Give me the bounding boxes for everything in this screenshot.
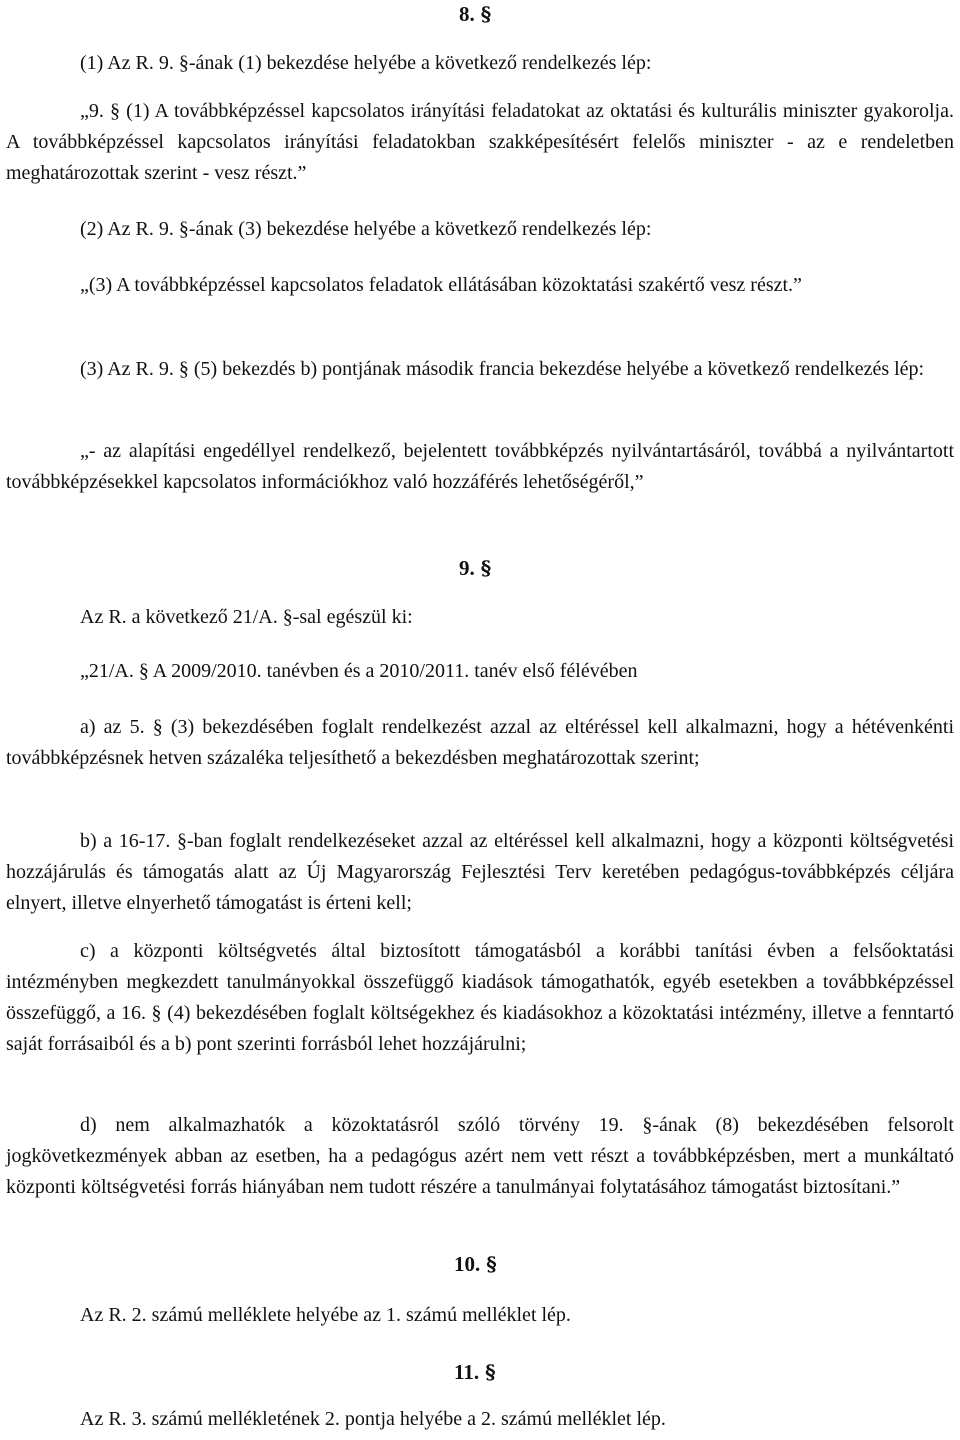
- s11-text: Az R. 3. számú mellékletének 2. pontja helyébe a 2. számú melléklet lép.: [80, 1408, 666, 1430]
- s10-text: Az R. 2. számú melléklete helyébe az 1. számú melléklet lép.: [80, 1304, 571, 1326]
- s8-paragraph-3-text: „- az alapítási engedéllyel rendelkező, bejelentett továbbképzés nyilvántartásáról, továbbá a nyilvántartott továbbképzésekkel kapcsolatos információkhoz való hozzáférés lehetőségéről,”: [6, 440, 954, 493]
- section-number: 8.: [459, 2, 475, 26]
- s9-intro: Az R. a következő 21/A. §-sal egészül ki:: [80, 606, 413, 628]
- section-number: 11.: [454, 1360, 480, 1384]
- section-sign: §: [480, 556, 492, 580]
- s8-paragraph-2-text: „(3) A továbbképzéssel kapcsolatos feladatok ellátásában közoktatási szakértő vesz részt.”: [80, 274, 802, 296]
- s8-paragraph-2-intro: (2) Az R. 9. §-ának (3) bekezdése helyébe a következő rendelkezés lép:: [80, 218, 652, 240]
- s9-point-c: c) a központi költségvetés által biztosított támogatásból a korábbi tanítási évben a felsőoktatási intézményben megkezdett tanulmányokkal összefüggő kiadások támogathatók, egyéb esetekben a továbbképzéssel összefüggő, a 16. § (4) bekezdésében foglalt költségekhez és kiadásokhoz a közoktatási intézmény, illetve a fenntartó saját forrásaiból és a b) pont szerinti forrásból lehet hozzájárulni;: [6, 940, 954, 1055]
- s8-paragraph-1-text: „9. § (1) A továbbképzéssel kapcsolatos irányítási feladatokat az oktatási és kulturális miniszter gyakorolja. A továbbképzéssel kapcsolatos irányítási feladatokban szakképesítésért felelős miniszter - az e rendeletben meghatározottak szerint - vesz részt.”: [6, 100, 954, 184]
- s9-point-d: d) nem alkalmazhatók a közoktatásról szóló törvény 19. §-ának (8) bekezdésében felsorolt jogkövetkezmények abban az esetben, ha a pedagógus azért nem vett részt a továbbképzésben, mert a munkáltató központi költségvetési forrás hiányában nem tudott részére a tanulmányai folytatásához támogatást biztosítani.”: [6, 1114, 954, 1198]
- section-heading-9: [459, 556, 491, 581]
- s8-paragraph-3-intro: (3) Az R. 9. § (5) bekezdés b) pontjának második francia bekezdése helyébe a következő rendelkezés lép:: [80, 358, 925, 380]
- s9-point-a: a) az 5. § (3) bekezdésében foglalt rendelkezést azzal az eltéréssel kell alkalmazni, hogy a hétévenkénti továbbképzésnek hetven százaléka teljesíthető a bekezdésben meghatározottak szerint;: [6, 716, 954, 769]
- section-heading-10: [454, 1252, 497, 1277]
- s9-point-b: b) a 16-17. §-ban foglalt rendelkezéseket azzal az eltéréssel kell alkalmazni, hogy a központi költségvetési hozzájárulás és támogatás alatt az Új Magyarország Fejlesztési Terv keretében pedagógus-továbbképzés céljára elnyert, illetve elnyerhető támogatást is érteni kell;: [6, 830, 954, 914]
- section-sign: §: [485, 1360, 496, 1384]
- section-sign: §: [486, 1252, 497, 1276]
- section-number: 10.: [454, 1252, 481, 1276]
- s8-paragraph-1-intro: (1) Az R. 9. §-ának (1) bekezdése helyébe a következő rendelkezés lép:: [80, 52, 652, 74]
- section-heading-11: [454, 1360, 496, 1385]
- section-heading-8: [459, 2, 491, 27]
- section-sign: §: [480, 2, 492, 26]
- section-number: 9.: [459, 556, 475, 580]
- s9-title: „21/A. § A 2009/2010. tanévben és a 2010/2011. tanév első félévében: [80, 660, 638, 682]
